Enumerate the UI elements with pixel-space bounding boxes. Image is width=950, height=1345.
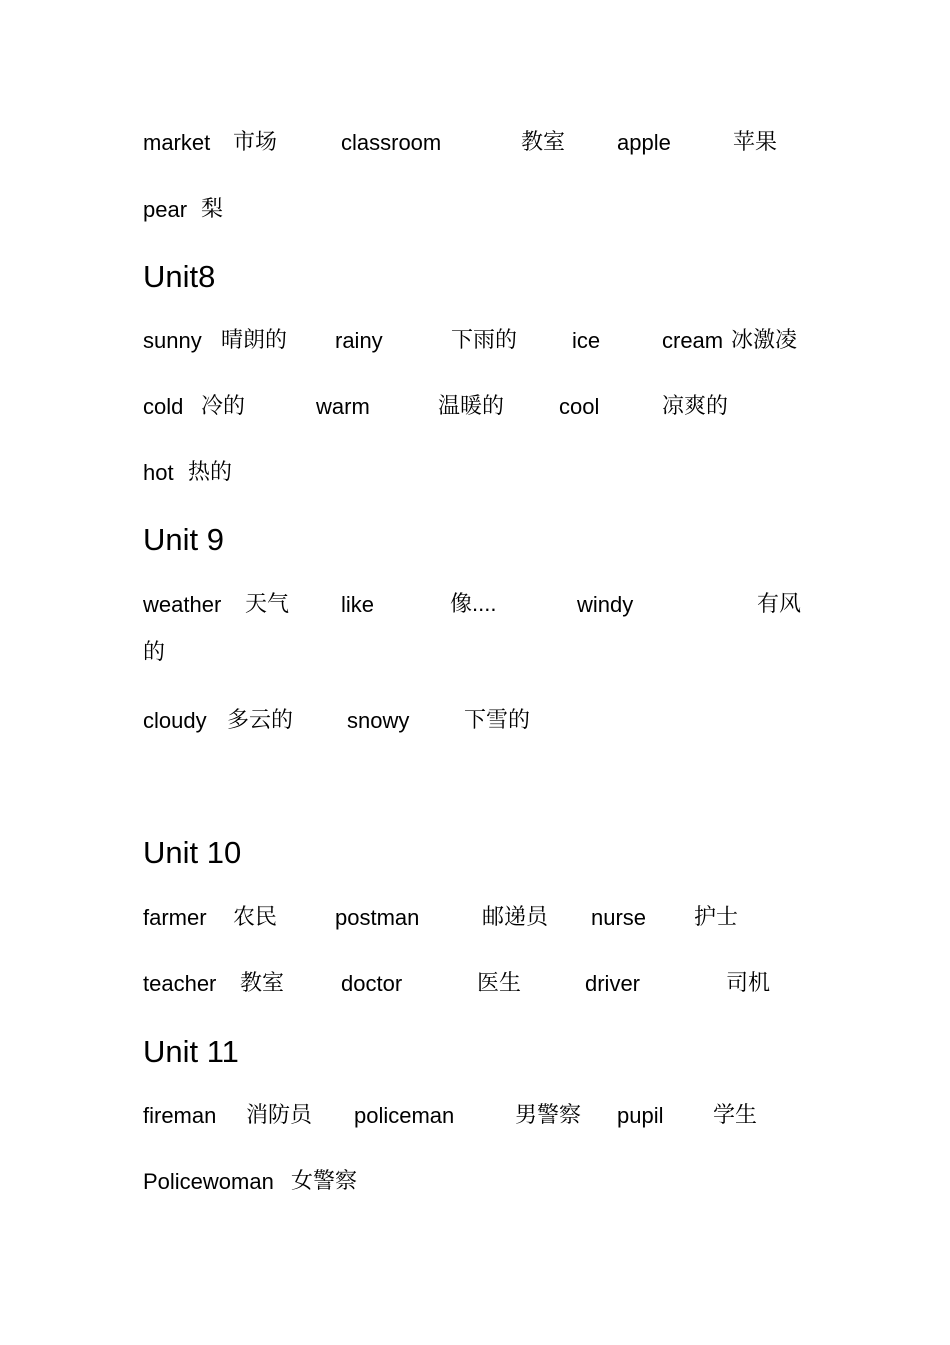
translation-classroom: 教室 xyxy=(521,129,566,154)
word-sunny: sunny xyxy=(143,328,202,353)
word-driver: driver xyxy=(585,971,641,996)
word-policewoman: Policewoman xyxy=(143,1169,274,1194)
translation-driver: 司机 xyxy=(726,970,771,995)
word-like: like xyxy=(341,592,375,617)
word-policeman: policeman xyxy=(354,1103,455,1128)
word-rainy: rainy xyxy=(335,328,383,353)
word-pear: pear xyxy=(143,197,188,222)
unit9-heading: Unit 9 xyxy=(143,522,224,557)
word-hot: hot xyxy=(143,460,174,485)
translation-ice-cream: 冰激凌 xyxy=(731,327,798,352)
translation-policewoman: 女警察 xyxy=(291,1168,358,1193)
word-classroom: classroom xyxy=(341,130,442,155)
translation-warm: 温暖的 xyxy=(438,393,505,418)
translation-market: 市场 xyxy=(233,129,278,154)
word-doctor: doctor xyxy=(341,971,403,996)
translation-postman: 邮递员 xyxy=(482,904,549,929)
unit8-heading: Unit8 xyxy=(143,259,216,294)
translation-sunny: 晴朗的 xyxy=(221,327,288,352)
word-cloudy: cloudy xyxy=(143,708,207,733)
word-cold: cold xyxy=(143,394,184,419)
word-nurse: nurse xyxy=(591,905,647,930)
translation-windy-part2: 的 xyxy=(143,639,166,664)
translation-apple: 苹果 xyxy=(733,129,778,154)
translation-doctor: 医生 xyxy=(477,970,522,995)
word-cream: cream xyxy=(662,328,724,353)
word-teacher: teacher xyxy=(143,971,217,996)
translation-snowy: 下雪的 xyxy=(464,707,531,732)
translation-hot: 热的 xyxy=(188,459,233,484)
unit10-heading: Unit 10 xyxy=(143,835,242,870)
translation-nurse: 护士 xyxy=(694,904,739,929)
word-fireman: fireman xyxy=(143,1103,217,1128)
unit11-heading: Unit 11 xyxy=(143,1034,239,1069)
translation-windy-part1: 有风 xyxy=(757,591,802,616)
translation-rainy: 下雨的 xyxy=(451,327,518,352)
translation-fireman: 消防员 xyxy=(246,1102,313,1127)
word-windy: windy xyxy=(577,592,634,617)
word-market: market xyxy=(143,130,211,155)
translation-cold: 冷的 xyxy=(201,393,246,418)
translation-pear: 梨 xyxy=(201,196,224,221)
translation-teacher: 教室 xyxy=(240,970,285,995)
word-snowy: snowy xyxy=(347,708,410,733)
word-ice: ice xyxy=(572,328,601,353)
translation-cloudy: 多云的 xyxy=(227,707,294,732)
translation-cool: 凉爽的 xyxy=(662,393,729,418)
word-apple: apple xyxy=(617,130,671,155)
word-postman: postman xyxy=(335,905,420,930)
word-warm: warm xyxy=(316,394,370,419)
translation-farmer: 农民 xyxy=(233,904,278,929)
translation-pupil: 学生 xyxy=(713,1102,758,1127)
translation-like: 像.... xyxy=(450,591,497,616)
word-cool: cool xyxy=(559,394,600,419)
word-pupil: pupil xyxy=(617,1103,664,1128)
translation-weather: 天气 xyxy=(245,591,290,616)
word-farmer: farmer xyxy=(143,905,207,930)
word-weather: weather xyxy=(143,592,222,617)
translation-policeman: 男警察 xyxy=(515,1102,582,1127)
